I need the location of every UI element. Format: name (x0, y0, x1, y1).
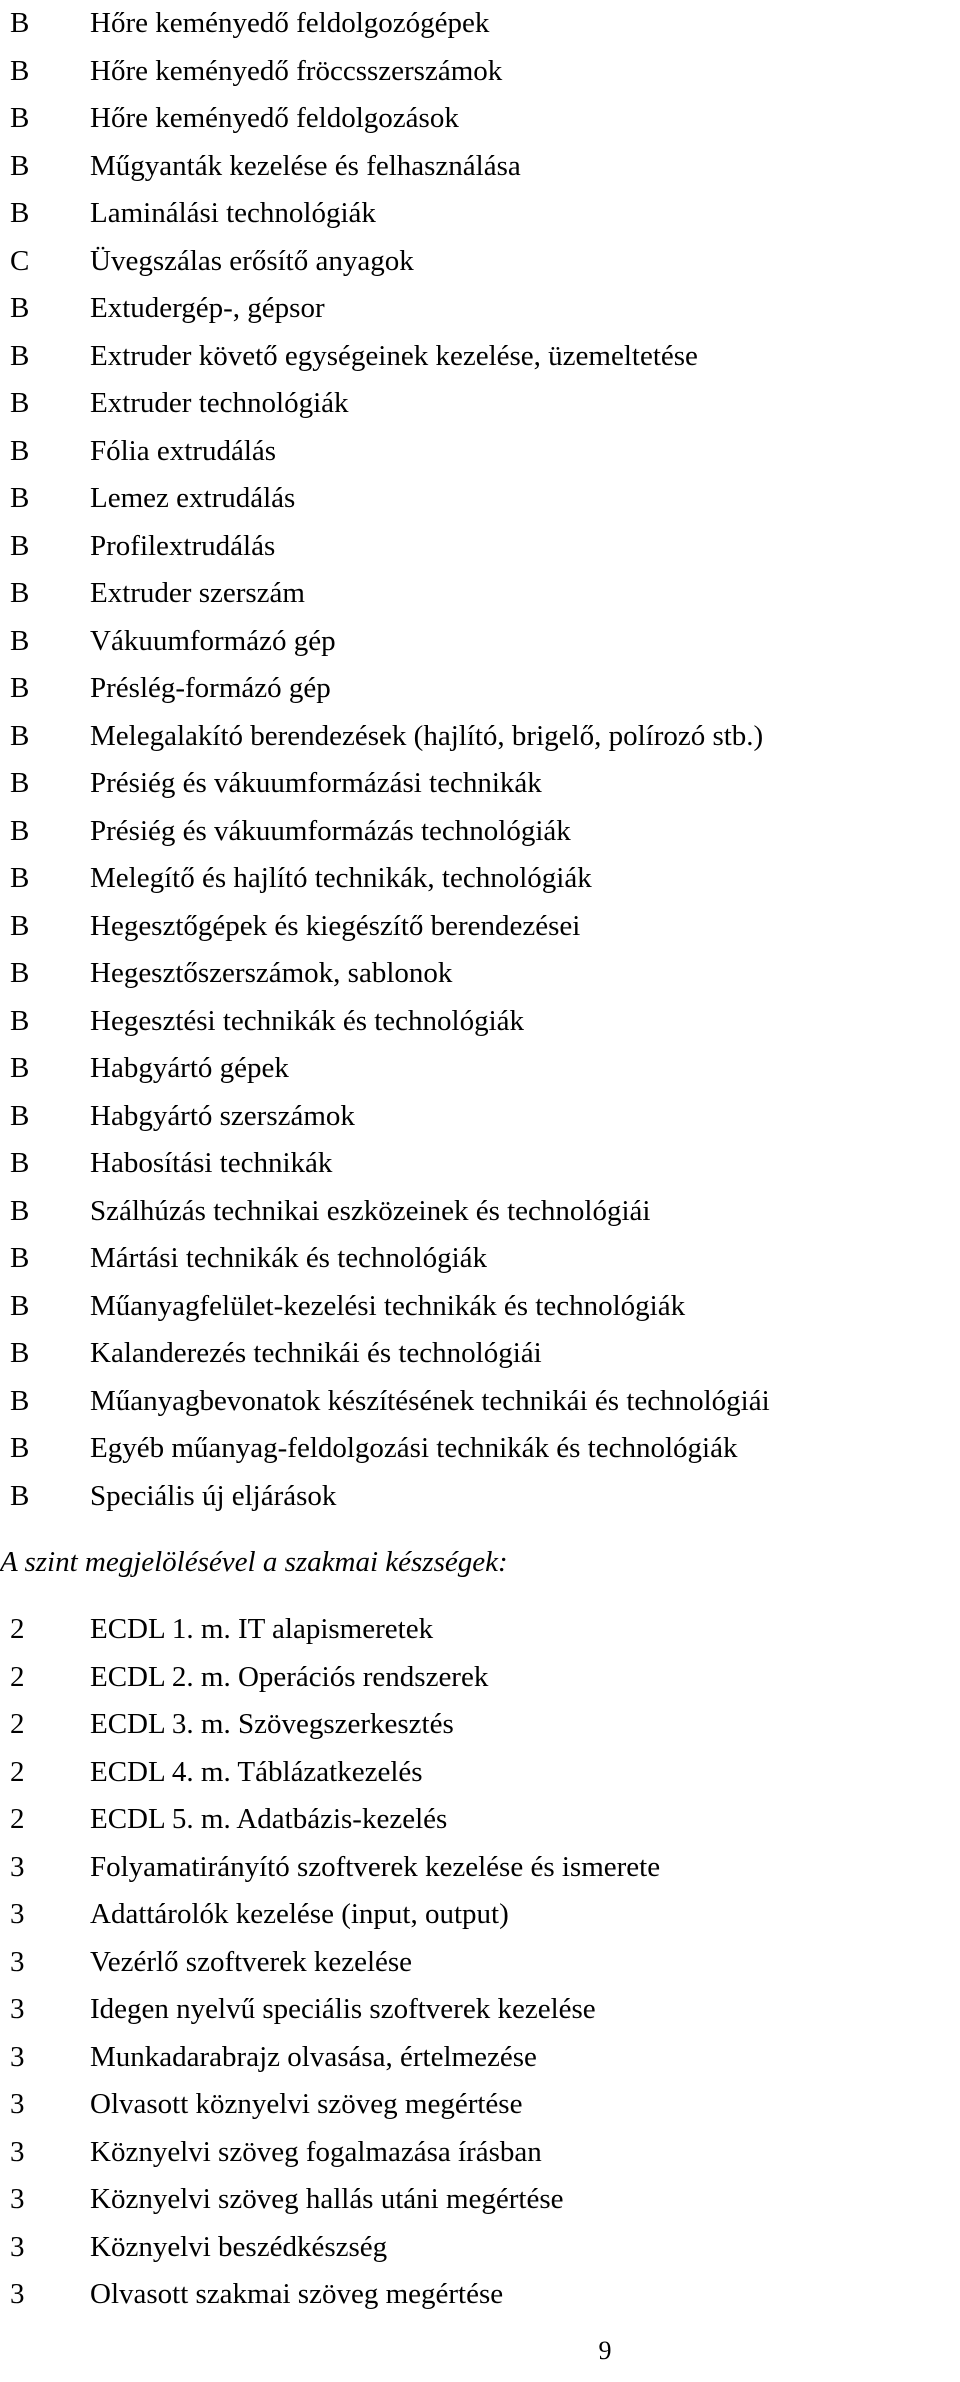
level-label: B (10, 814, 30, 847)
level-label: B (10, 1242, 30, 1275)
list-item (0, 48, 960, 96)
item-name: ECDL 4. m. Táblázatkezelés (90, 1755, 423, 1788)
level-label: B (10, 102, 30, 135)
level-label: B (10, 1147, 30, 1180)
list-item (0, 570, 960, 618)
list-item (0, 760, 960, 808)
list-item (0, 903, 960, 951)
level-label: B (10, 197, 30, 230)
level-label: 2 (10, 1708, 25, 1741)
item-name: Üvegszálas erősítő anyagok (90, 244, 414, 277)
item-name: Melegítő és hajlító technikák, technológiák (90, 862, 592, 895)
item-name: Extruder szerszám (90, 577, 305, 610)
level-label: 3 (10, 2278, 25, 2311)
list-item (0, 380, 960, 428)
level-label: 2 (10, 1660, 25, 1693)
level-label: B (10, 1052, 30, 1085)
level-label: B (10, 909, 30, 942)
level-label: B (10, 54, 30, 87)
item-name: Lemez extrudálás (90, 482, 296, 515)
item-name: Köznyelvi beszédkészség (90, 2230, 388, 2263)
item-name: Extudergép-, gépsor (90, 292, 325, 325)
level-label: 3 (10, 2135, 25, 2168)
item-name: Munkadarabrajz olvasása, értelmezése (90, 2040, 537, 2073)
item-name: Köznyelvi szöveg hallás utáni megértése (90, 2183, 564, 2216)
list-item (0, 143, 960, 191)
list-item (0, 950, 960, 998)
skills-list (0, 1606, 960, 2319)
item-name: ECDL 1. m. IT alapismeretek (90, 1613, 434, 1646)
level-label: B (10, 1099, 30, 1132)
level-label: C (10, 244, 30, 277)
list-item (0, 998, 960, 1046)
level-label: 3 (10, 2040, 25, 2073)
list-item (0, 1986, 960, 2034)
level-label: B (10, 1289, 30, 1322)
skills-heading: A szint megjelölésével a szakmai készségek: (0, 1546, 508, 1578)
list-item (0, 2034, 960, 2082)
item-name: Vákuumformázó gép (90, 624, 336, 657)
item-name: Présiég és vákuumformázás technológiák (90, 814, 571, 847)
item-name: Idegen nyelvű speciális szoftverek kezelése (90, 1993, 596, 2026)
level-label: B (10, 387, 30, 420)
list-item (0, 2176, 960, 2224)
list-item (0, 1093, 960, 1141)
item-name: ECDL 5. m. Adatbázis-kezelés (90, 1803, 448, 1836)
level-label: B (10, 957, 30, 990)
level-label: 3 (10, 1945, 25, 1978)
list-item (0, 523, 960, 571)
item-name: Hőre keményedő fröccsszerszámok (90, 54, 503, 87)
item-name: Műgyanták kezelése és felhasználása (90, 149, 521, 182)
level-label: B (10, 339, 30, 372)
level-label: B (10, 1004, 30, 1037)
list-item (0, 1140, 960, 1188)
level-label: B (10, 767, 30, 800)
level-label: 3 (10, 2088, 25, 2121)
list-item (0, 1844, 960, 1892)
list-item (0, 1378, 960, 1426)
list-item (0, 2081, 960, 2129)
item-name: Kalanderezés technikái és technológiái (90, 1337, 542, 1370)
list-item (0, 1891, 960, 1939)
list-item (0, 2224, 960, 2272)
item-name: Hőre keményedő feldolgozások (90, 102, 459, 135)
level-label: 3 (10, 2230, 25, 2263)
item-name: Habgyártó gépek (90, 1052, 289, 1085)
level-label: 2 (10, 1613, 25, 1646)
level-label: B (10, 719, 30, 752)
list-item (0, 855, 960, 903)
item-name: Olvasott szakmai szöveg megértése (90, 2278, 504, 2311)
level-label: 3 (10, 1850, 25, 1883)
item-name: Olvasott köznyelvi szöveg megértése (90, 2088, 523, 2121)
level-label: B (10, 1337, 30, 1370)
item-name: Mártási technikák és technológiák (90, 1242, 488, 1275)
level-label: 3 (10, 2183, 25, 2216)
list-item (0, 1330, 960, 1378)
list-item (0, 1283, 960, 1331)
list-item (0, 1654, 960, 1702)
level-label: 3 (10, 1993, 25, 2026)
list-item (0, 808, 960, 856)
level-label: B (10, 1432, 30, 1465)
item-name: ECDL 3. m. Szövegszerkesztés (90, 1708, 454, 1741)
item-name: ECDL 2. m. Operációs rendszerek (90, 1660, 489, 1693)
list-item (0, 1425, 960, 1473)
item-name: Köznyelvi szöveg fogalmazása írásban (90, 2135, 542, 2168)
item-name: Melegalakító berendezések (hajlító, brigelő, polírozó stb.) (90, 719, 764, 752)
list-item (0, 95, 960, 143)
item-name: Présiég és vákuumformázási technikák (90, 767, 542, 800)
list-item (0, 665, 960, 713)
level-label: B (10, 624, 30, 657)
level-label: B (10, 434, 30, 467)
item-name: Szálhúzás technikai eszközeinek és technológiái (90, 1194, 651, 1227)
list-item (0, 618, 960, 666)
level-label: B (10, 1194, 30, 1227)
item-name: Habgyártó szerszámok (90, 1099, 355, 1132)
item-name: Extruder technológiák (90, 387, 349, 420)
list-item (0, 0, 960, 48)
list-item (0, 1606, 960, 1654)
item-name: Hegesztési technikák és technológiák (90, 1004, 525, 1037)
level-label: B (10, 482, 30, 515)
list-item (0, 1701, 960, 1749)
list-item (0, 1749, 960, 1797)
list-item (0, 1473, 960, 1521)
list-item (0, 2129, 960, 2177)
item-name: Profilextrudálás (90, 529, 276, 562)
list-item (0, 238, 960, 286)
list-item (0, 333, 960, 381)
item-name: Hegesztőszerszámok, sablonok (90, 957, 453, 990)
level-label: B (10, 672, 30, 705)
level-label: B (10, 1479, 30, 1512)
list-item (0, 285, 960, 333)
item-name: Műanyagfelület-kezelési technikák és technológiák (90, 1289, 686, 1322)
list-item (0, 1939, 960, 1987)
item-name: Extruder követő egységeinek kezelése, üzemeltetése (90, 339, 698, 372)
level-label: 2 (10, 1755, 25, 1788)
item-name: Préslég-formázó gép (90, 672, 331, 705)
item-name: Fólia extrudálás (90, 434, 277, 467)
item-name: Habosítási technikák (90, 1147, 333, 1180)
level-label: B (10, 529, 30, 562)
list-item (0, 1796, 960, 1844)
item-name: Vezérlő szoftverek kezelése (90, 1945, 413, 1978)
list-item (0, 1188, 960, 1236)
level-label: B (10, 7, 30, 40)
list-item (0, 475, 960, 523)
list-item (0, 190, 960, 238)
level-label: B (10, 1384, 30, 1417)
item-name: Adattárolók kezelése (input, output) (90, 1898, 509, 1931)
level-label: B (10, 292, 30, 325)
item-name: Folyamatirányító szoftverek kezelése és ismerete (90, 1850, 661, 1883)
page-number: 9 (598, 2336, 612, 2365)
list-item (0, 713, 960, 761)
level-label: B (10, 149, 30, 182)
item-name: Műanyagbevonatok készítésének technikái és technológiái (90, 1384, 770, 1417)
list-item (0, 1235, 960, 1283)
level-label: 3 (10, 1898, 25, 1931)
item-name: Egyéb műanyag-feldolgozási technikák és technológiák (90, 1432, 738, 1465)
level-label: B (10, 577, 30, 610)
level-label: 2 (10, 1803, 25, 1836)
item-name: Speciális új eljárások (90, 1479, 337, 1512)
list-item (0, 1045, 960, 1093)
item-name: Hőre keményedő feldolgozógépek (90, 7, 490, 40)
list-item (0, 428, 960, 476)
item-name: Laminálási technológiák (90, 197, 376, 230)
list-item (0, 2271, 960, 2319)
level-label: B (10, 862, 30, 895)
item-name: Hegesztőgépek és kiegészítő berendezései (90, 909, 581, 942)
